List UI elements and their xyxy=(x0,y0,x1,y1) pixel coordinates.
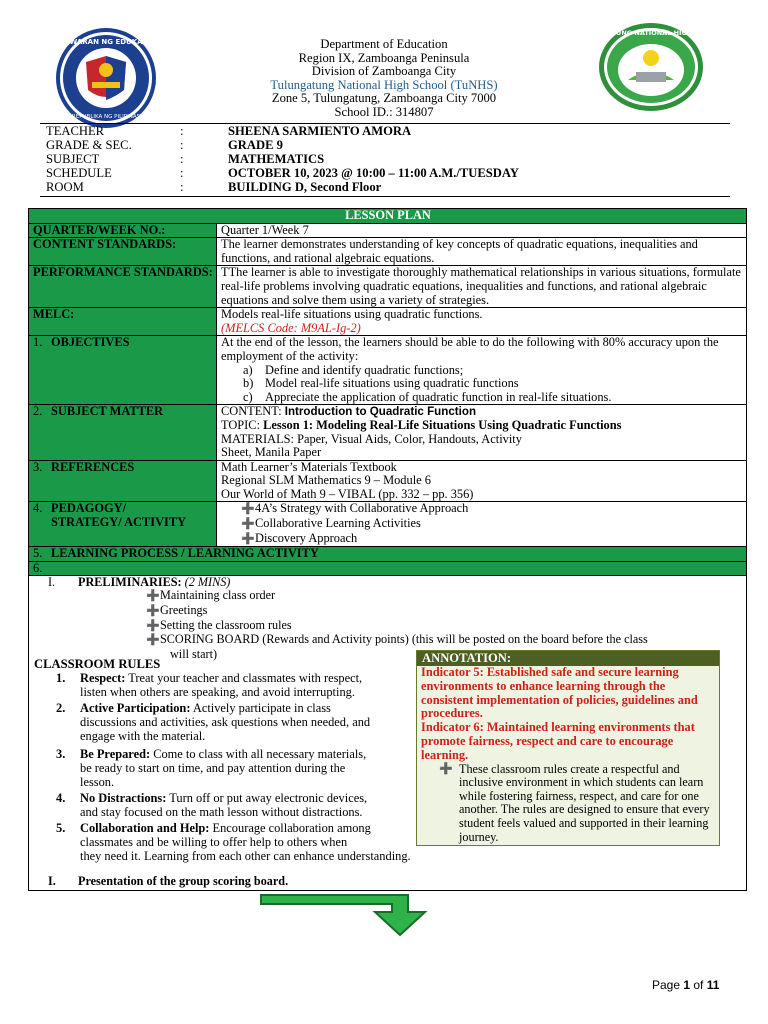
rule-number: 1. xyxy=(56,671,66,685)
page-of: of xyxy=(690,978,707,992)
header-line-3: Division of Zamboanga City xyxy=(311,64,457,79)
info-sep: : xyxy=(180,180,184,194)
rule-number: 5. xyxy=(56,821,66,835)
rule-item xyxy=(56,701,406,744)
rule-item xyxy=(56,791,406,819)
reference-item: Our World of Math 9 – VIBAL (pp. 332 – pp. 356) xyxy=(221,486,474,501)
rule-text: Treat your teacher and classmates with respect, xyxy=(125,671,363,685)
melc-text: Models real-life situations using quadratic functions. xyxy=(221,307,483,322)
subject-matter-value xyxy=(217,405,747,460)
arrow-bullet-icon: ➕ xyxy=(146,619,160,632)
content-standards-label: CONTENT STANDARDS: xyxy=(29,238,217,266)
rule-key: Respect: xyxy=(80,671,126,685)
objective-key: a) xyxy=(243,362,253,377)
arrow-bullet-icon: ➕ xyxy=(439,762,453,775)
rule-number: 3. xyxy=(56,747,66,761)
info-sep: : xyxy=(180,152,184,166)
objective-text: Define and identify quadratic functions; xyxy=(265,362,464,377)
pedagogy-text: Collaborative Learning Activities xyxy=(255,516,421,531)
info-label: ROOM xyxy=(46,180,84,194)
rule-text: Turn off or put away electronic devices, xyxy=(166,791,368,805)
info-row xyxy=(46,180,726,194)
prelim-item xyxy=(146,589,736,604)
section-number: 4. xyxy=(33,501,43,516)
sm-content-value: Introduction to Quadratic Function xyxy=(284,405,477,419)
info-sep: : xyxy=(180,124,184,138)
references-value xyxy=(217,460,747,502)
objective-item xyxy=(221,377,743,391)
pedagogy-item xyxy=(221,517,743,532)
objectives-label xyxy=(29,336,217,405)
annotation-note xyxy=(417,763,719,845)
indicator-text: Maintained learning environments that promote fairness, respect and care to encourage learning. xyxy=(421,720,695,762)
prelim-item-text: Greetings xyxy=(160,602,208,617)
prelim-label: PRELIMINARIES: xyxy=(78,575,182,589)
prelim-item-text: Setting the classroom rules xyxy=(160,617,292,632)
sm-topic xyxy=(221,419,743,433)
svg-text:REPUBLIKA NG PILIPINAS: REPUBLIKA NG PILIPINAS xyxy=(71,114,141,120)
lesson-plan-table xyxy=(28,208,747,576)
pedagogy-text: 4A’s Strategy with Collaborative Approach xyxy=(255,501,469,516)
section-label: SUBJECT MATTER xyxy=(51,404,164,419)
rule-text: they need it. Learning from each other can enhance understanding. xyxy=(80,849,411,864)
prelim-number: I. xyxy=(48,575,56,589)
presentation-number: I. xyxy=(48,874,56,888)
indicator-key: Indicator 5: xyxy=(421,665,484,679)
page-word: Page xyxy=(652,978,684,992)
header-line-1: Department of Education xyxy=(320,37,448,51)
prelim-item xyxy=(146,619,736,634)
objectives-value xyxy=(217,336,747,405)
annotation-title: ANNOTATION: xyxy=(417,651,719,666)
info-row xyxy=(46,166,726,180)
info-sep: : xyxy=(180,166,184,180)
pedagogy-text: Discovery Approach xyxy=(255,530,358,545)
arrow-bullet-icon: ➕ xyxy=(146,604,160,617)
classroom-rules-title: CLASSROOM RULES xyxy=(34,657,161,671)
section-label: REFERENCES xyxy=(51,459,135,474)
indicator-6 xyxy=(417,721,719,762)
info-sep: : xyxy=(180,138,184,152)
info-row xyxy=(46,124,726,138)
section-number: 3. xyxy=(33,459,43,474)
info-value: BUILDING D, Second Floor xyxy=(228,180,382,194)
rule-number: 4. xyxy=(56,791,66,805)
sm-materials: MATERIALS: Paper, Visual Aids, Color, Handouts, Activity xyxy=(221,431,522,446)
info-value: OCTOBER 10, 2023 @ 10:00 – 11:00 A.M./TUESDAY xyxy=(228,166,519,180)
arrow-bullet-icon: ➕ xyxy=(146,634,160,647)
info-value: MATHEMATICS xyxy=(228,152,325,166)
rule-text: be ready to start on time, and pay attention during the xyxy=(80,761,346,776)
reference-item: Regional SLM Mathematics 9 – Module 6 xyxy=(221,473,431,488)
annotation-note-text: These classroom rules create a respectful and inclusive environment in which students can learn while fostering fairness, respect, and care for one another. The rules are designed to ensure that every student feels valued and supported in their learning journey. xyxy=(459,761,710,844)
indicator-text: Established safe and secure learning environments to enhance learning through the consistent implementation of policies, guidelines and procedures. xyxy=(421,665,698,721)
objective-text: Model real-life situations using quadratic functions xyxy=(265,376,519,391)
green-arrow-icon xyxy=(258,892,434,938)
annotation-box xyxy=(416,650,720,846)
rule-text: classmates and be willing to offer help to others when xyxy=(80,835,348,850)
performance-standards-value: TThe learner is able to investigate thoroughly mathematical relationships in various situations, formulate real-life problems involving quadratic equations, inequalities and functions, and rational algebraic equations and solve them using a variety of strategies. xyxy=(217,266,747,308)
header-line-5: Zone 5, Tulungatung, Zamboanga City 7000 xyxy=(271,91,497,106)
deped-seal-logo xyxy=(47,26,165,130)
section-number: 1. xyxy=(33,335,43,350)
teacher-info-block xyxy=(46,124,726,194)
pedagogy-item xyxy=(221,532,743,547)
svg-text:KAGAWARAN NG EDUKASYON: KAGAWARAN NG EDUKASYON xyxy=(47,38,165,46)
learning-process-row xyxy=(29,547,747,562)
preliminaries-heading xyxy=(48,575,230,589)
rule-text: Encourage collaboration among xyxy=(209,821,371,835)
section-label: LEARNING PROCESS / LEARNING ACTIVITY xyxy=(51,546,319,561)
rule-text: lesson. xyxy=(80,775,115,790)
rule-text: and stay focused on the math lesson without distractions. xyxy=(80,805,363,820)
info-label: SUBJECT xyxy=(46,152,100,166)
header-school-name: Tulungatung National High School (TuNHS) xyxy=(270,77,498,92)
sm-content xyxy=(221,405,743,419)
prelim-item-cont: will start) xyxy=(170,647,218,662)
rule-key: No Distractions: xyxy=(80,791,167,805)
arrow-bullet-icon: ➕ xyxy=(241,518,255,531)
rule-text: engage with the material. xyxy=(80,729,206,744)
reference-item: Math Learner’s Materials Textbook xyxy=(221,459,397,474)
content-standards-value: The learner demonstrates understanding of key concepts of quadratic equations, inequalities and functions, and rational algebraic equations. xyxy=(217,238,747,266)
section-number: 5. xyxy=(33,546,43,561)
sm-content-key: CONTENT: xyxy=(221,404,285,419)
prelim-item-text: SCORING BOARD (Rewards and Activity points) (this will be posted on the board before the class xyxy=(160,632,648,647)
objective-key: c) xyxy=(243,389,253,404)
objective-item xyxy=(221,364,743,378)
arrow-bullet-icon: ➕ xyxy=(241,503,255,516)
info-label: GRADE & SEC. xyxy=(46,138,132,152)
pedagogy-value xyxy=(217,502,747,547)
prelim-item xyxy=(146,633,736,648)
page-total: 11 xyxy=(706,978,720,992)
section-label: OBJECTIVES xyxy=(51,335,130,350)
prelim-item-text: Maintaining class order xyxy=(160,588,276,602)
objective-key: b) xyxy=(243,376,254,391)
quarter-value: Quarter 1/Week 7 xyxy=(217,223,747,238)
sm-materials-cont: Sheet, Manila Paper xyxy=(221,445,322,460)
melc-label: MELC: xyxy=(29,308,217,336)
info-label: TEACHER xyxy=(46,124,105,138)
presentation-heading xyxy=(48,874,288,889)
references-label xyxy=(29,460,217,502)
header-line-2: Region IX, Zamboanga Peninsula xyxy=(298,50,470,65)
pedagogy-label xyxy=(29,502,217,547)
indicator-key: Indicator 6: xyxy=(421,720,484,735)
info-value: GRADE 9 xyxy=(228,138,283,152)
page-number xyxy=(652,978,719,992)
section-label-cont: STRATEGY/ ACTIVITY xyxy=(51,515,187,530)
svg-text:TULUNGATUNG NATIONAL HIGH SCHO: TULUNGATUNG NATIONAL HIGH SCHOOL xyxy=(577,29,725,37)
objective-item xyxy=(221,391,743,405)
rule-item xyxy=(56,671,406,699)
info-value: SHEENA SARMIENTO AMORA xyxy=(228,124,412,138)
quarter-label: QUARTER/WEEK NO.: xyxy=(29,223,217,238)
pedagogy-item xyxy=(221,502,743,517)
rule-key: Collaboration and Help: xyxy=(80,821,210,835)
rule-item xyxy=(56,747,406,790)
page-current: 1 xyxy=(683,978,691,992)
lesson-plan-title: LESSON PLAN xyxy=(29,209,747,224)
rule-text: listen when others are speaking, and avoid interrupting. xyxy=(80,685,355,700)
sm-topic-key: TOPIC: xyxy=(221,417,264,432)
section-label: PEDAGOGY/ xyxy=(51,501,127,516)
indicator-5 xyxy=(417,666,719,721)
header-school-id: School ID.: 314807 xyxy=(334,104,434,119)
rule-number: 2. xyxy=(56,701,66,715)
rule-text: Actively participate in class xyxy=(190,701,331,715)
prelim-item xyxy=(146,604,736,619)
objectives-intro: At the end of the lesson, the learners should be able to do the following with 80% accuracy upon the employment of the activity: xyxy=(221,335,719,363)
objective-text: Appreciate the application of quadratic function in real-life situations. xyxy=(265,389,612,404)
melc-code: (MELCS Code: M9AL-Ig-2) xyxy=(221,320,361,335)
rule-item xyxy=(56,821,476,864)
rule-key: Be Prepared: xyxy=(80,747,151,761)
school-header xyxy=(200,38,568,120)
info-row xyxy=(46,152,726,166)
arrow-bullet-icon: ➕ xyxy=(241,532,255,545)
performance-standards-label: PERFORMANCE STANDARDS: xyxy=(29,266,217,308)
arrow-bullet-icon: ➕ xyxy=(146,590,160,602)
section-number: 2. xyxy=(33,404,43,419)
section-number: 6. xyxy=(33,560,43,575)
presentation-text: Presentation of the group scoring board. xyxy=(78,874,289,888)
rule-text: discussions and activities, ask questions when needed, and xyxy=(80,715,371,730)
info-row xyxy=(46,138,726,152)
prelim-time: (2 MINS) xyxy=(184,575,231,589)
subject-matter-label xyxy=(29,405,217,460)
rule-text: Come to class with all necessary materials, xyxy=(150,747,367,761)
info-label: SCHEDULE xyxy=(46,166,112,180)
header-divider-bottom xyxy=(40,196,730,197)
melc-value xyxy=(217,308,747,336)
sm-topic-value: Lesson 1: Modeling Real-Life Situations Using Quadratic Functions xyxy=(263,417,622,432)
school-seal-logo xyxy=(577,22,725,112)
rule-key: Active Participation: xyxy=(80,701,191,715)
